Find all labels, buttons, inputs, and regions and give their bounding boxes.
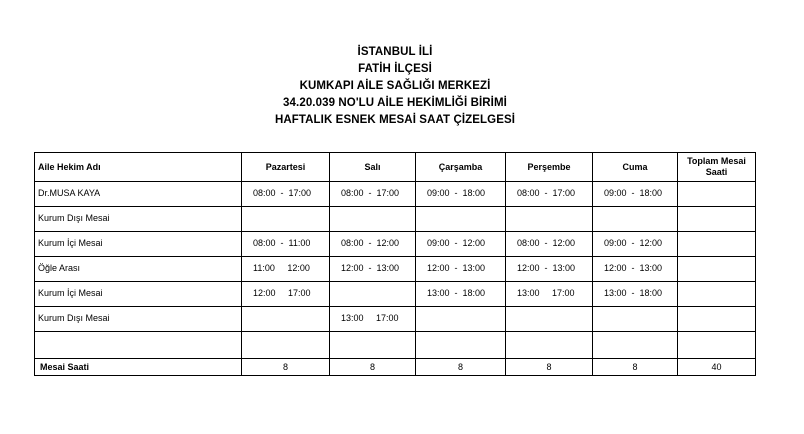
header-schedule-title: HAFTALIK ESNEK MESAİ SAAT ÇİZELGESİ	[274, 114, 516, 126]
column-header-thursday: Perşembe	[506, 153, 593, 182]
table-cell: 08:00 - 17:00	[242, 182, 330, 207]
row-label-work-hours: Mesai Saati	[35, 359, 242, 376]
table-cell: 13:00 - 18:00	[416, 282, 506, 307]
table-cell: 08:00 - 17:00	[330, 182, 416, 207]
table-cell: 13:00 17:00	[506, 282, 593, 307]
table-cell	[242, 207, 330, 232]
table-cell: 12:00 17:00	[242, 282, 330, 307]
column-header-tuesday: Salı	[330, 153, 416, 182]
table-cell	[506, 307, 593, 332]
table-cell	[593, 307, 678, 332]
summary-cell-monday: 8	[242, 359, 330, 376]
column-header-physician: Aile Hekim Adı	[35, 153, 242, 182]
table-cell	[678, 207, 756, 232]
table-cell: 12:00 - 13:00	[416, 257, 506, 282]
table-cell: 08:00 - 11:00	[242, 232, 330, 257]
table-cell: 09:00 - 18:00	[416, 182, 506, 207]
row-label-external-duty: Kurum Dışı Mesai	[35, 207, 242, 232]
table-cell	[242, 307, 330, 332]
table-cell: 11:00 12:00	[242, 257, 330, 282]
row-label-external-duty: Kurum Dışı Mesai	[35, 307, 242, 332]
table-cell: 09:00 - 12:00	[416, 232, 506, 257]
summary-cell-total: 40	[678, 359, 756, 376]
column-header-total-hours: Toplam Mesai Saati	[678, 153, 756, 182]
row-label-lunch-break: Öğle Arası	[35, 257, 242, 282]
column-header-friday: Cuma	[593, 153, 678, 182]
table-cell	[330, 282, 416, 307]
row-label-physician: Dr.MUSA KAYA	[35, 182, 242, 207]
table-cell	[678, 182, 756, 207]
table-cell	[506, 207, 593, 232]
summary-cell-wednesday: 8	[416, 359, 506, 376]
row-label-internal-duty: Kurum İçi Mesai	[35, 282, 242, 307]
table-row	[35, 257, 756, 282]
table-cell: 08:00 - 12:00	[330, 232, 416, 257]
table-row	[35, 307, 756, 332]
document-header	[0, 44, 790, 129]
table-cell	[416, 307, 506, 332]
table-row	[35, 182, 756, 207]
summary-row	[35, 359, 756, 376]
table-cell	[678, 307, 756, 332]
row-label-empty	[35, 332, 242, 359]
table-row	[35, 282, 756, 307]
weekly-schedule-table	[34, 152, 756, 376]
table-cell	[242, 332, 330, 359]
header-district: FATİH İLÇESİ	[358, 63, 432, 75]
summary-cell-friday: 8	[593, 359, 678, 376]
table-row	[35, 332, 756, 359]
header-province: İSTANBUL İLİ	[357, 46, 433, 58]
table-cell: 13:00 - 18:00	[593, 282, 678, 307]
table-cell	[330, 332, 416, 359]
table-cell: 12:00 - 13:00	[593, 257, 678, 282]
table-cell	[593, 332, 678, 359]
table-cell	[678, 257, 756, 282]
table-cell	[678, 232, 756, 257]
table-cell: 12:00 - 13:00	[506, 257, 593, 282]
table-cell	[330, 207, 416, 232]
table-row	[35, 207, 756, 232]
table-cell: 08:00 - 12:00	[506, 232, 593, 257]
table-cell: 12:00 - 13:00	[330, 257, 416, 282]
table-cell: 09:00 - 12:00	[593, 232, 678, 257]
table-cell: 09:00 - 18:00	[593, 182, 678, 207]
summary-cell-tuesday: 8	[330, 359, 416, 376]
header-health-center: KUMKAPI AİLE SAĞLIĞI MERKEZİ	[299, 80, 491, 92]
table-cell	[678, 282, 756, 307]
column-header-monday: Pazartesi	[242, 153, 330, 182]
table-cell	[593, 207, 678, 232]
table-cell	[678, 332, 756, 359]
table-header-row	[35, 153, 756, 182]
table-cell	[506, 332, 593, 359]
table-cell: 08:00 - 17:00	[506, 182, 593, 207]
row-label-internal-duty: Kurum İçi Mesai	[35, 232, 242, 257]
header-unit: 34.20.039 NO'LU AİLE HEKİMLİĞİ BİRİMİ	[283, 97, 507, 109]
summary-cell-thursday: 8	[506, 359, 593, 376]
table-cell: 13:00 17:00	[330, 307, 416, 332]
column-header-wednesday: Çarşamba	[416, 153, 506, 182]
table-cell	[416, 207, 506, 232]
table-cell	[416, 332, 506, 359]
table-row	[35, 232, 756, 257]
